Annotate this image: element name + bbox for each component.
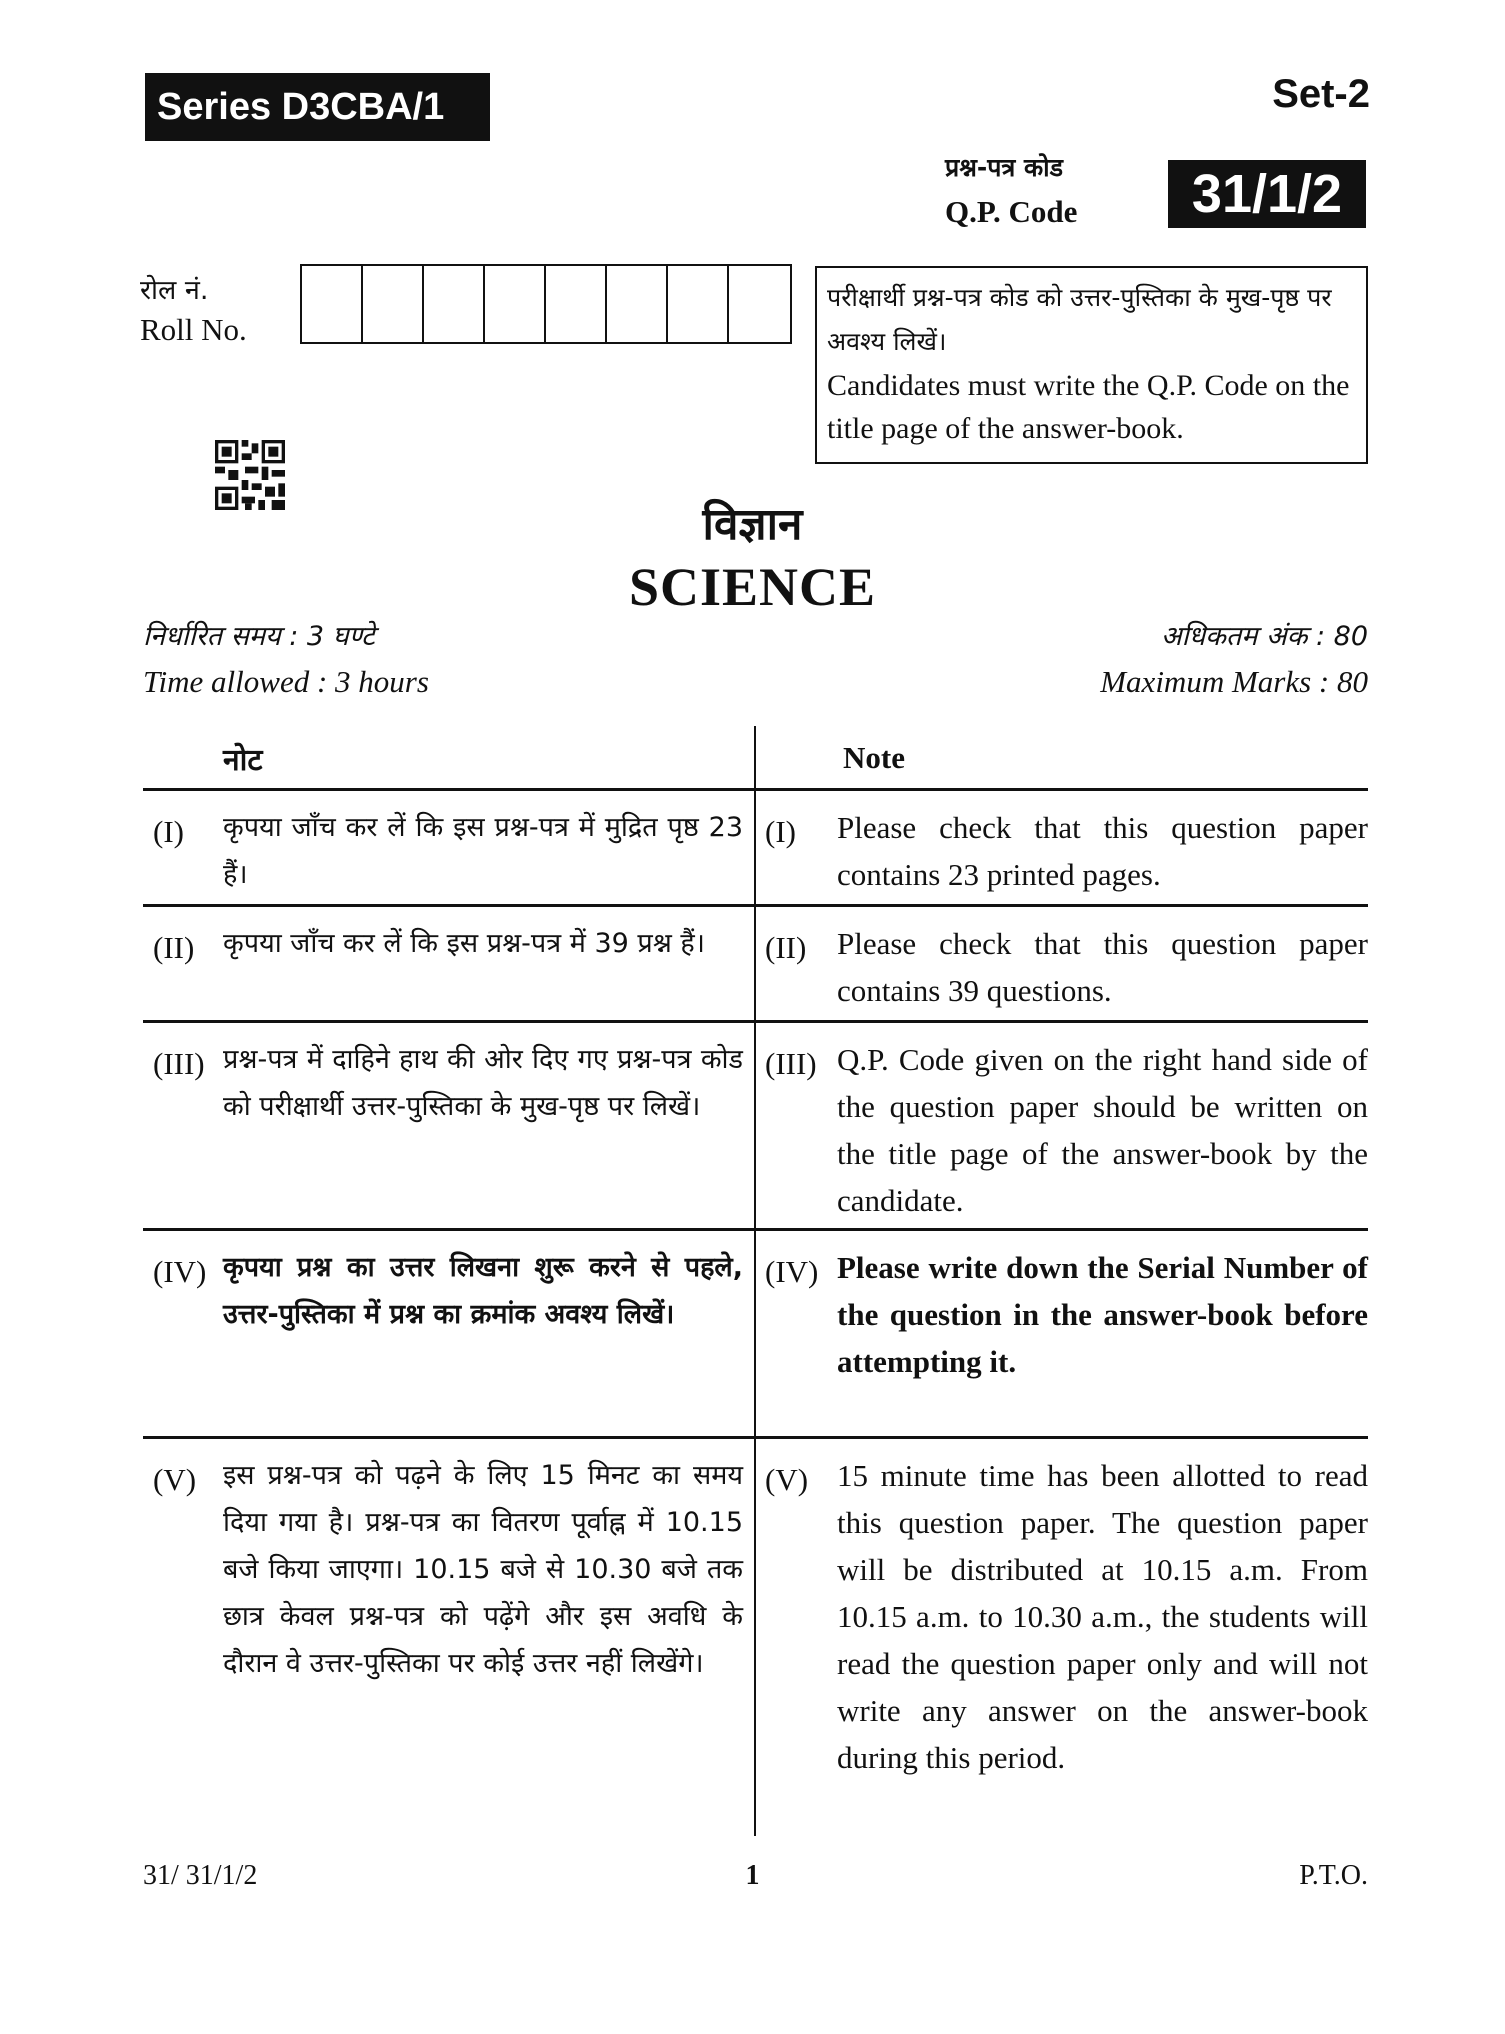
qp-code: 31/1/2 [1168,160,1366,228]
note-text-hindi: कृपया प्रश्न का उत्तर लिखना शुरू करने से पहले, उत्तर-पुस्तिका में प्रश्न का क्रमांक अवश्य लिखें। [223,1252,743,1330]
divider [143,1436,1368,1439]
instruction-english: Candidates must write the Q.P. Code on the title page of the answer-book. [827,369,1350,445]
set-label: Set-2 [1272,72,1370,116]
notes-heading-hindi: नोट [223,743,263,778]
max-marks: Maximum Marks : 80 [1100,664,1368,699]
notes-heading: Note [843,740,905,775]
note-text: Q.P. Code given on the right hand side of the question paper should be written on the title page of the answer-book by the candidate. [837,1042,1368,1218]
roll-digit-box[interactable] [546,266,607,342]
divider [143,788,1368,791]
roll-digit-box[interactable] [729,266,790,342]
note-number-hindi: (IV) [153,1254,207,1289]
note-row [143,1024,1368,1228]
time-allowed: Time allowed : 3 hours [143,664,429,699]
roll-number-boxes [300,264,792,344]
note-row [143,908,1368,1020]
roll-digit-box[interactable] [302,266,363,342]
note-number-hindi: (V) [153,1462,197,1497]
note-row [143,792,1368,904]
note-number: (I) [765,814,796,849]
note-number: (IV) [765,1254,819,1289]
note-number: (V) [765,1462,809,1497]
divider [143,1228,1368,1231]
note-row [143,1232,1368,1436]
roll-label: Roll No. [140,312,247,347]
note-text: 15 minute time has been allotted to read this question paper. The question paper will be distributed at 10.15 a.m. From 10.15 a.m. to 10.30 a.m., the students will read the question paper only and will not write any answer on the answer-book during this period. [837,1458,1368,1775]
roll-label-hindi: रोल नं. [140,275,209,306]
instruction-hindi: परीक्षार्थी प्रश्न-पत्र कोड को उत्तर-पुस्तिका के मुख-पृष्ठ पर अवश्य लिखें। [827,283,1332,356]
note-text-hindi: प्रश्न-पत्र में दाहिने हाथ की ओर दिए गए प्रश्न-पत्र कोड को परीक्षार्थी उत्तर-पुस्तिका के मुख-पृष्ठ पर लिखें। [223,1044,743,1122]
note-number: (III) [765,1046,817,1081]
series-label: Series D3CBA/1 [145,73,490,141]
pto-label: P.T.O. [1299,1860,1368,1891]
note-text-hindi: कृपया जाँच कर लें कि इस प्रश्न-पत्र में 39 प्रश्न हैं। [223,928,706,959]
footer-code: 31/ 31/1/2 [143,1860,258,1891]
note-text-hindi: कृपया जाँच कर लें कि इस प्रश्न-पत्र में मुद्रित पृष्ठ 23 हैं। [223,812,743,890]
roll-digit-box[interactable] [424,266,485,342]
roll-digit-box[interactable] [607,266,668,342]
qp-code-label: Q.P. Code [945,194,1078,229]
note-text: Please check that this question paper contains 23 printed pages. [837,810,1368,892]
max-marks-hindi: अधिकतम अंक : 80 [1160,621,1368,652]
roll-digit-box[interactable] [363,266,424,342]
note-number-hindi: (I) [153,814,184,849]
note-text-hindi: इस प्रश्न-पत्र को पढ़ने के लिए 15 मिनट का समय दिया गया है। प्रश्न-पत्र का वितरण पूर्वाह्न में 10.15 बजे किया जाएगा। 10.15 बजे से 10.30 बजे तक छात्र केवल प्रश्न-पत्र को पढ़ेंगे और इस अवधि के दौरान वे उत्तर-पुस्तिका पर कोई उत्तर नहीं लिखेंगे। [223,1460,743,1679]
qp-code-label-hindi: प्रश्न-पत्र कोड [945,153,1064,182]
note-row [143,1440,1368,1820]
note-number-hindi: (II) [153,930,195,965]
note-text: Please check that this question paper contains 39 questions. [837,926,1368,1008]
subject-title-hindi: विज्ञान [702,499,803,550]
page-number: 1 [745,1860,760,1891]
roll-digit-box[interactable] [668,266,729,342]
note-number: (II) [765,930,807,965]
divider [143,904,1368,907]
divider [143,1020,1368,1023]
qp-code-instruction-box [815,266,1368,464]
note-text: Please write down the Serial Number of the question in the answer-book before attempting it. [837,1250,1368,1379]
subject-title: SCIENCE [628,557,877,617]
time-allowed-hindi: निर्धारित समय : 3 घण्टे [143,621,375,652]
note-number-hindi: (III) [153,1046,205,1081]
roll-digit-box[interactable] [485,266,546,342]
